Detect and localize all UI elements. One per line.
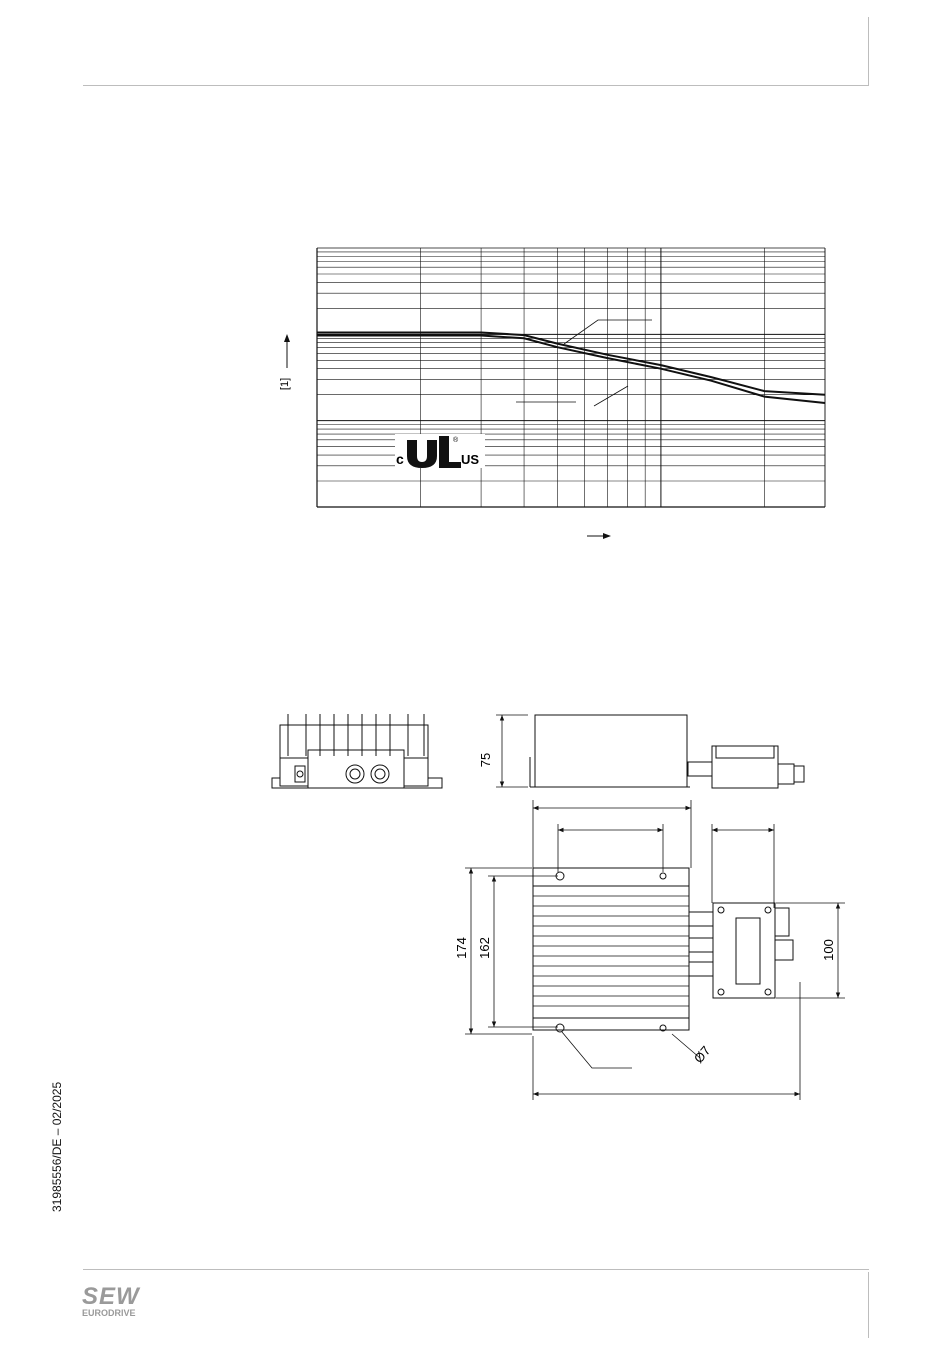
derating-chart — [279, 240, 840, 550]
sew-eurodrive-logo — [82, 1283, 172, 1320]
dim-162: 162 — [477, 937, 492, 959]
dim-hole-diameter: Ø7 — [690, 1043, 714, 1066]
ul-mark-c: c — [396, 451, 404, 467]
series-line-1 — [317, 333, 825, 395]
header-margin-rule — [868, 17, 869, 85]
x-axis-arrow — [587, 533, 611, 539]
dim-174: 174 — [454, 937, 469, 959]
document-id: 31985556/DE – 02/2025 — [50, 1081, 64, 1212]
footer-rule — [83, 1269, 869, 1270]
end-view — [272, 714, 442, 788]
logo-bottom: EURODRIVE — [82, 1308, 136, 1318]
dimension-drawing — [260, 700, 860, 1120]
chart-grid — [317, 248, 825, 507]
side-view — [496, 715, 804, 788]
chart-series — [317, 333, 825, 404]
top-view — [533, 868, 793, 1032]
dim-100: 100 — [821, 939, 836, 961]
ul-mark — [395, 434, 485, 468]
dim-75: 75 — [478, 752, 493, 768]
y-axis-label: [1] — [279, 377, 291, 391]
logo-top: SEW — [82, 1283, 140, 1310]
y-axis-arrow — [284, 334, 290, 368]
footer-margin-rule — [868, 1272, 869, 1338]
ul-mark-us: US — [461, 452, 480, 467]
ul-mark-registered: ® — [453, 437, 459, 444]
header-rule — [83, 85, 869, 86]
